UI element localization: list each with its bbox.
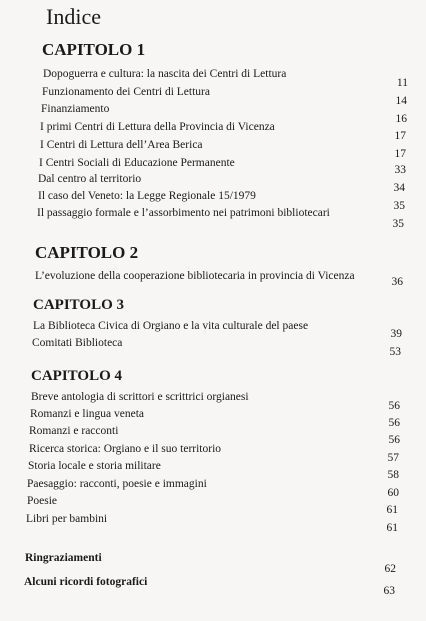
page-number: 61 [386,504,398,516]
page-number: 58 [387,469,399,481]
page-number: 14 [395,95,407,107]
toc-entry: Storia locale e storia militare [28,460,161,472]
page-number: 56 [388,400,400,412]
page-number: 11 [396,77,408,89]
page-number: 62 [384,563,396,575]
page-number: 35 [393,200,405,212]
toc-entry: I Centri Sociali di Educazione Permanente [39,157,235,169]
toc-entry: Finanziamento [41,103,110,115]
toc-entry: L’evoluzione della cooperazione bibliotecaria in provincia di Vicenza [35,270,355,282]
toc-entry: La Biblioteca Civica di Orgiano e la vita culturale del paese [33,320,309,332]
page-number: 53 [389,346,401,358]
chapter-2-heading: CAPITOLO 2 [35,243,139,262]
toc-entry: Comitati Biblioteca [32,337,123,349]
page-number: 39 [390,328,402,340]
chapter-3-heading: CAPITOLO 3 [33,297,124,313]
chapter-4-heading: CAPITOLO 4 [31,368,122,384]
page-number: 33 [394,164,406,176]
photos-entry: Alcuni ricordi fotografici [24,576,148,588]
toc-entry: Paesaggio: racconti, poesie e immagini [27,478,207,490]
acknowledgements-entry: Ringraziamenti [25,552,102,564]
page-number: 36 [391,276,403,288]
toc-entry: Dal centro al territorio [38,173,142,185]
toc-entry: Il caso del Veneto: la Legge Regionale 15/1979 [38,190,256,202]
page-number: 34 [393,182,405,194]
toc-entry: Funzionamento dei Centri di Lettura [42,86,210,98]
page-number: 17 [394,148,406,160]
page-number: 16 [395,113,407,125]
page-number: 56 [388,434,400,446]
page-number: 56 [388,417,400,429]
chapter-1-heading: CAPITOLO 1 [42,40,146,59]
toc-entry: Dopoguerra e cultura: la nascita dei Centri di Lettura [43,68,287,80]
page-number: 35 [392,218,404,230]
toc-entry: Libri per bambini [26,513,108,525]
page-number: 17 [394,130,406,142]
toc-entry: Breve antologia di scrittori e scrittrici orgianesi [31,391,249,403]
toc-entry: Romanzi e racconti [29,425,119,437]
toc-entry: Romanzi e lingua veneta [30,408,145,420]
page-number: 63 [383,585,395,597]
toc-entry: Il passaggio formale e l’assorbimento nei patrimoni bibliotecari [37,207,330,219]
toc-entry: I Centri di Lettura dell’Area Berica [40,139,203,151]
page-number: 61 [386,522,398,534]
toc-entry: Poesie [27,495,58,507]
page-number: 60 [387,487,399,499]
toc-entry: Ricerca storica: Orgiano e il suo territorio [29,443,222,455]
page-title: Indice [46,4,101,29]
page-number: 57 [387,452,399,464]
toc-entry: I primi Centri di Lettura della Provincia di Vicenza [40,121,275,133]
